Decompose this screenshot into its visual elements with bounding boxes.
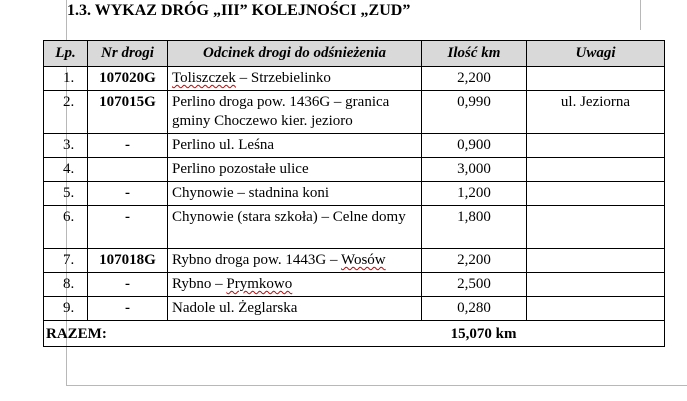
page-margin-right [640, 0, 641, 30]
cell-nr-drogi: - [88, 206, 168, 249]
cell-odcinek [168, 273, 422, 297]
cell-uwagi [527, 249, 665, 273]
cell-uwagi [527, 134, 665, 158]
cell-odcinek-text: – Strzebielinko [235, 70, 331, 86]
cell-odcinek [168, 67, 422, 91]
header-ilosc-km: Ilość km [422, 41, 527, 67]
table-row [44, 134, 665, 158]
cell-nr-drogi: - [88, 297, 168, 321]
cell-uwagi [527, 158, 665, 182]
cell-odcinek: Perlino droga pow. 1436G – granica gminy Choczewo kier. jezioro [168, 91, 422, 134]
cell-ilosc: 2,200 [422, 249, 527, 273]
cell-ilosc: 1,200 [422, 182, 527, 206]
table-row [44, 249, 665, 273]
cell-lp: 6. [44, 206, 88, 249]
cell-odcinek: Perlino ul. Leśna [168, 134, 422, 158]
table-row [44, 91, 665, 134]
cell-ilosc: 3,000 [422, 158, 527, 182]
section-heading: 1.3. WYKAZ DRÓG „III” KOLEJNOŚCI „ZUD” [67, 2, 411, 19]
cell-odcinek-text: Rybno droga pow. 1443G – [172, 252, 341, 268]
cell-uwagi: ul. Jeziorna [527, 91, 665, 134]
cell-ilosc: 0,280 [422, 297, 527, 321]
total-value: 15,070 km [422, 321, 527, 347]
cell-uwagi [527, 67, 665, 91]
cell-uwagi [527, 297, 665, 321]
table-row [44, 158, 665, 182]
cell-lp: 4. [44, 158, 88, 182]
cell-nr-drogi: 107015G [88, 91, 168, 134]
table-row [44, 297, 665, 321]
cell-nr-drogi: 107018G [88, 249, 168, 273]
cell-odcinek: Chynowie (stara szkoła) – Celne domy [168, 206, 422, 249]
roads-table [43, 40, 665, 347]
header-nr-drogi: Nr drogi [88, 41, 168, 67]
cell-ilosc: 2,500 [422, 273, 527, 297]
total-spacer-end [527, 321, 665, 347]
cell-ilosc: 2,200 [422, 67, 527, 91]
cell-ilosc: 0,990 [422, 91, 527, 134]
cell-lp: 1. [44, 67, 88, 91]
cell-uwagi [527, 273, 665, 297]
cell-ilosc: 0,900 [422, 134, 527, 158]
cell-lp: 3. [44, 134, 88, 158]
cell-nr-drogi: 107020G [88, 67, 168, 91]
cell-lp: 5. [44, 182, 88, 206]
cell-odcinek: Chynowie – stadnina koni [168, 182, 422, 206]
total-spacer [168, 321, 422, 347]
cell-lp: 7. [44, 249, 88, 273]
table-row [44, 273, 665, 297]
cell-uwagi [527, 206, 665, 249]
page-margin-bottom [66, 385, 687, 386]
cell-ilosc: 1,800 [422, 206, 527, 249]
table-row [44, 67, 665, 91]
cell-lp: 9. [44, 297, 88, 321]
table-header-row [44, 41, 665, 67]
header-odcinek: Odcinek drogi do odśnieżenia [168, 41, 422, 67]
spellcheck-word[interactable]: Wosów [340, 252, 386, 268]
cell-nr-drogi: - [88, 182, 168, 206]
table-row [44, 206, 665, 249]
cell-uwagi [527, 182, 665, 206]
cell-nr-drogi: - [88, 273, 168, 297]
cell-lp: 2. [44, 91, 88, 134]
total-row [44, 321, 665, 347]
cell-nr-drogi [88, 158, 168, 182]
cell-odcinek [168, 249, 422, 273]
cell-lp: 8. [44, 273, 88, 297]
header-lp: Lp. [44, 41, 88, 67]
header-uwagi: Uwagi [527, 41, 665, 67]
cell-odcinek: Nadole ul. Żeglarska [168, 297, 422, 321]
spellcheck-word[interactable]: Prymkowo [226, 276, 293, 292]
cell-odcinek-text: Rybno – [172, 276, 227, 292]
cell-odcinek: Perlino pozostałe ulice [168, 158, 422, 182]
cell-nr-drogi: - [88, 134, 168, 158]
spellcheck-word[interactable]: Toliszczek [172, 70, 236, 86]
table-row [44, 182, 665, 206]
total-label: RAZEM: [44, 321, 168, 347]
